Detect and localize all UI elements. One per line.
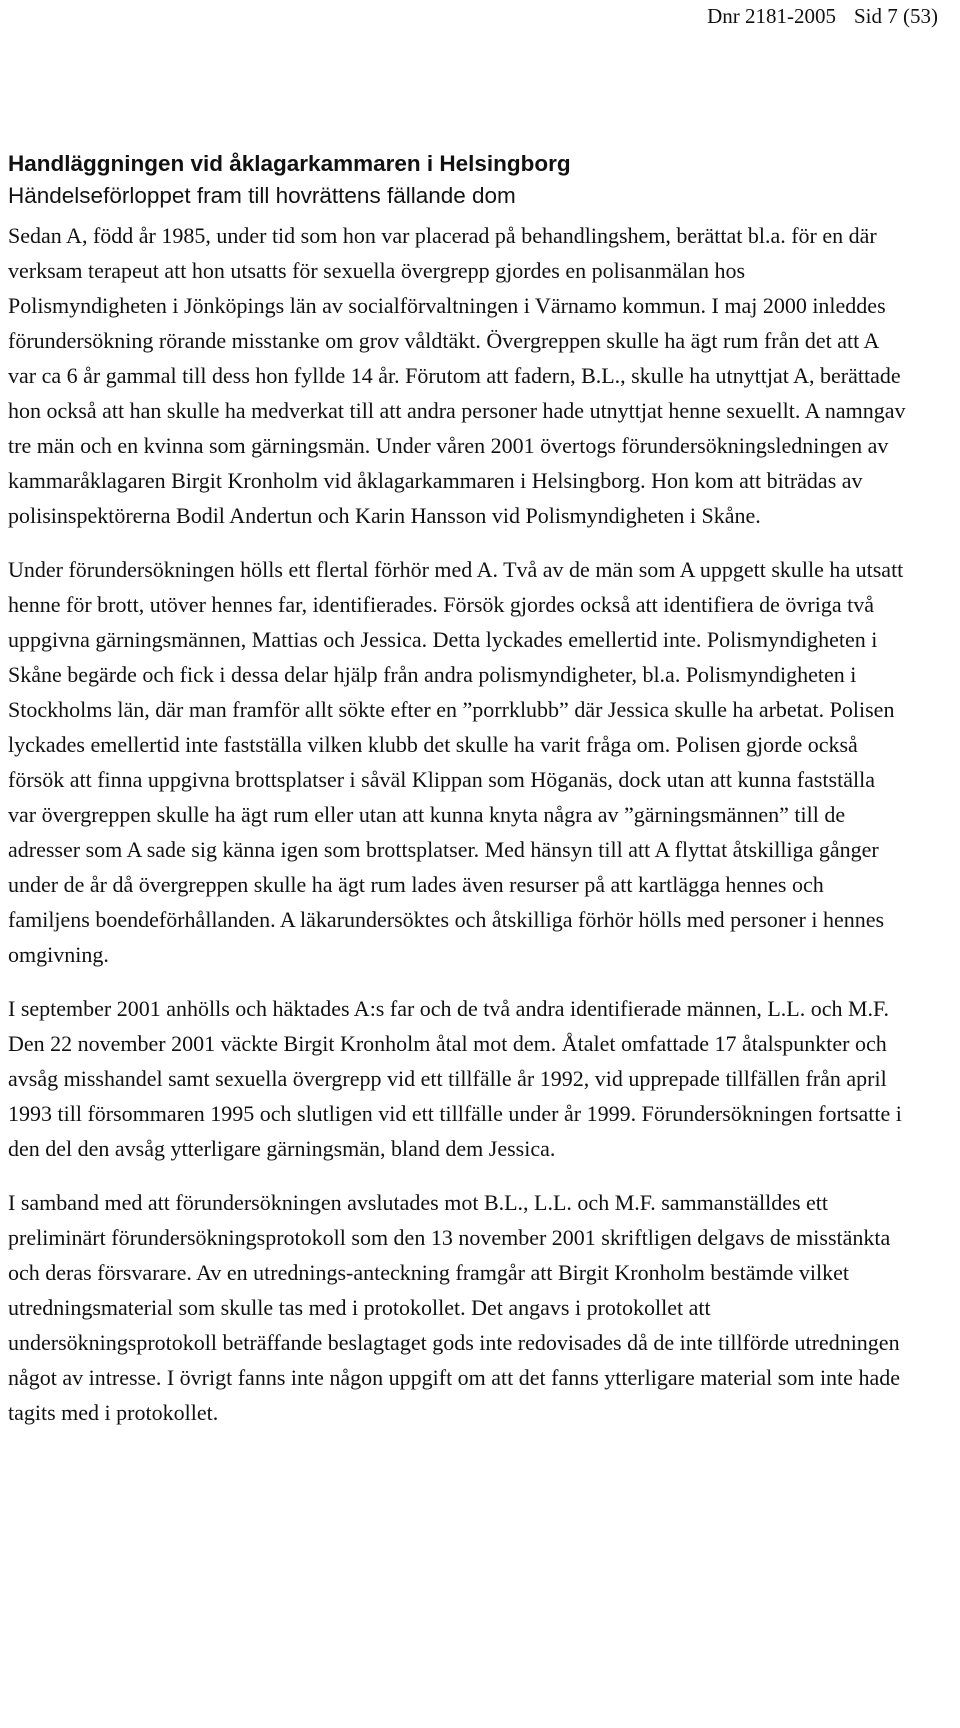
page-number: Sid 7 (53)	[854, 4, 938, 28]
paragraph-3: I september 2001 anhölls och häktades A:s far och de två andra identifierade männen, L.L. och M.F. Den 22 november 2001 väckte Birgit Kronholm åtal mot dem. Åtalet omfattade 17 åtalspunkter och avsåg misshandel samt sexuella övergrepp vid ett tillfälle år 1992, vid upprepade tillfällen från april 1993 till försommaren 1995 och slutligen vid ett tillfälle under år 1999. Förundersökningen fortsatte i den del den avsåg ytterligare gärningsmän, bland dem Jessica.	[8, 996, 902, 1161]
document-number: Dnr 2181-2005	[707, 4, 836, 28]
paragraph-4: I samband med att förundersökningen avslutades mot B.L., L.L. och M.F. sammanställdes ett preliminärt förundersökningsprotokoll som den 13 november 2001 skriftligen delgavs de misstänkta och deras försvarare. Av en utrednings-anteckning framgår att Birgit Kronholm bestämde vilket utredningsmaterial som skulle tas med i protokollet. Det angavs i protokollet att undersökningsprotokoll beträffande beslagtaget gods inte redovisades då de inte tillförde utredningen något av intresse. I övrigt fanns inte någon uppgift om att det fanns ytterligare material som inte hade tagits med i protokollet.	[8, 1190, 900, 1425]
section-title: Handläggningen vid åklagarkammaren i Helsingborg	[8, 151, 571, 176]
section-heading	[8, 148, 928, 212]
paragraph-1: Sedan A, född år 1985, under tid som hon var placerad på behandlingshem, berättat bl.a. för en där verksam terapeut att hon utsatts för sexuella övergrepp gjordes en polisanmälan hos Polismyndigheten i Jönköpings län av socialförvaltningen i Värnamo kommun. I maj 2000 inleddes förundersökning rörande misstanke om grov våldtäkt. Övergreppen skulle ha ägt rum från det att A var ca 6 år gammal till dess hon fyllde 14 år. Förutom att fadern, B.L., skulle ha utnyttjat A, berättade hon också att han skulle ha medverkat till att andra personer hade utnyttjat henne sexuellt. A namngav tre män och en kvinna som gärningsmän. Under våren 2001 övertogs förundersökningsledningen av kammaråklagaren Birgit Kronholm vid åklagarkammaren i Helsingborg. Hon kom att biträdas av polisinspektörerna Bodil Andertun och Karin Hansson vid Polismyndigheten i Skåne.	[8, 223, 906, 528]
paragraph-2: Under förundersökningen hölls ett flertal förhör med A. Två av de män som A uppgett skulle ha utsatt henne för brott, utöver hennes far, identifierades. Försök gjordes också att identifiera de övriga två uppgivna gärningsmännen, Mattias och Jessica. Detta lyckades emellertid inte. Polismyndigheten i Skåne begärde och fick i dessa delar hjälp från andra polismyndigheter, bl.a. Polismyndigheten i Stockholms län, där man framför allt sökte efter en ”porrklubb” där Jessica skulle ha arbetat. Polisen lyckades emellertid inte fastställa vilken klubb det skulle ha varit fråga om. Polisen gjorde också försök att finna uppgivna brottsplatser i såväl Klippan som Höganäs, dock utan att kunna fastställa var övergreppen skulle ha ägt rum eller utan att kunna knyta några av ”gärningsmännen” till de adresser som A sade sig känna igen som brottsplatser. Med hänsyn till att A flyttat åtskilliga gånger under de år då övergreppen skulle ha ägt rum lades även resurser på att kartlägga hennes och familjens boendeförhållanden. A läkarundersöktes och åtskilliga förhör hölls med personer i hennes omgivning.	[8, 557, 904, 967]
section-subtitle: Händelseförloppet fram till hovrättens fällande dom	[8, 183, 516, 208]
document-body	[8, 218, 908, 1449]
page-header	[707, 2, 938, 30]
